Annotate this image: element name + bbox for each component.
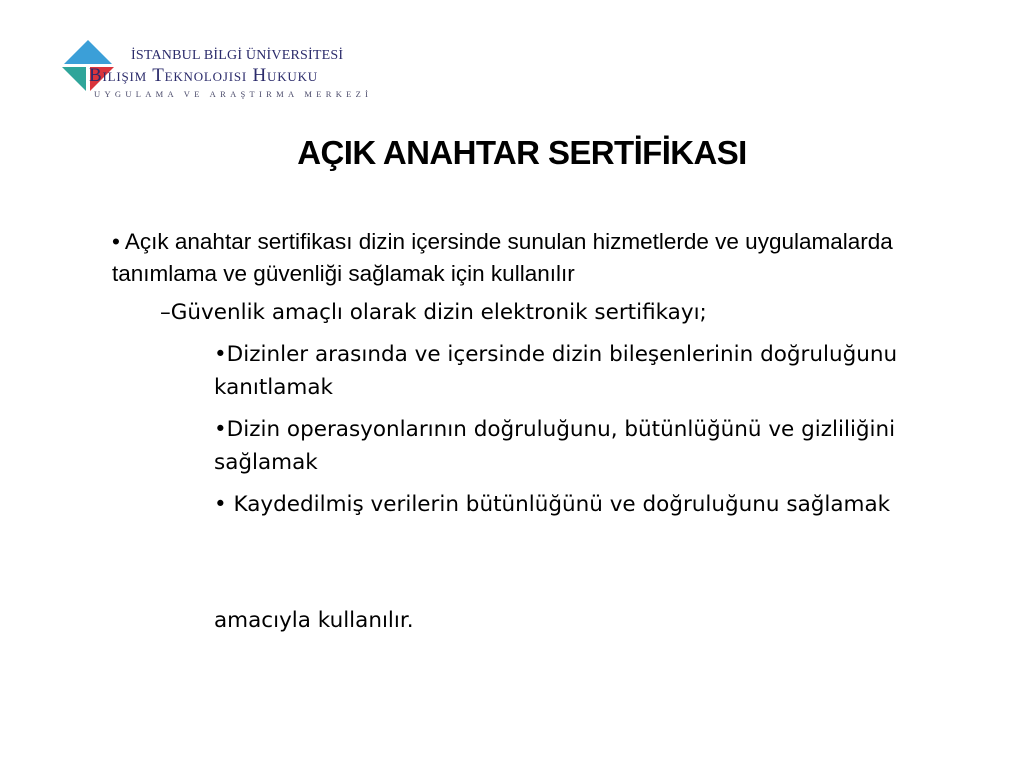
sub-heading: –Güvenlik amaçlı olarak dizin elektronik sertifikayı; (160, 300, 707, 325)
logo-university-name: İSTANBUL BİLGİ ÜNİVERSİTESİ (131, 48, 344, 63)
main-bullet: • Açık anahtar sertifikası dizin içersinde sunulan hizmetlerde ve uygulamalarda tanımlama ve güvenliği sağlamak için kullanılır (112, 229, 893, 286)
logo-center-name: Bilişim Teknolojisi Hukuku (89, 65, 318, 86)
closing-text: amacıyla kullanılır. (214, 608, 414, 633)
logo-center-subtitle: UYGULAMA VE ARAŞTIRMA MERKEZİ (94, 89, 373, 99)
sub-bullet-item: • Kaydedilmiş verilerin bütünlüğünü ve doğruluğunu sağlamak (214, 492, 891, 517)
slide-title: AÇIK ANAHTAR SERTİFİKASI (297, 134, 747, 171)
sub-bullet-item: •Dizinler arasında ve içersinde dizin bileşenlerinin doğruluğunu kanıtlamak (214, 342, 898, 400)
university-logo (60, 40, 380, 102)
sub-bullet-item: •Dizin operasyonlarının doğruluğunu, bütünlüğünü ve gizliliğini sağlamak (214, 417, 896, 475)
